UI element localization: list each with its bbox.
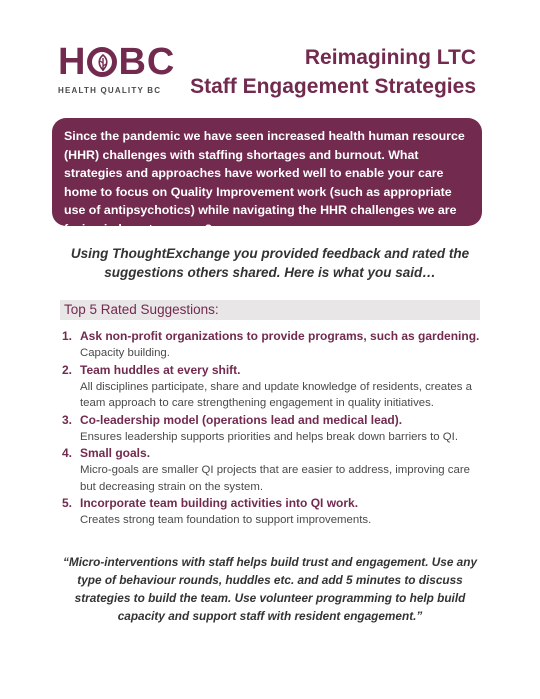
list-item bbox=[60, 328, 480, 362]
item-body bbox=[80, 445, 480, 495]
item-number: 4. bbox=[62, 446, 73, 460]
item-number: 5. bbox=[62, 496, 73, 510]
document-title bbox=[190, 44, 476, 102]
item-number: 1. bbox=[62, 329, 73, 343]
participant-quote: “Micro-interventions with staff helps build trust and engagement. Use any type of behaviour rounds, huddles etc. and add 5 minutes to discuss strategies to build the team. Use volunteer programming to help build capacity and support staff with resident engagement.” bbox=[62, 555, 478, 623]
intro-text: Using ThoughtExchange you provided feedback and rated the suggestions others shared. Here is what you said… bbox=[70, 246, 470, 280]
title-line-1: Reimagining LTC bbox=[304, 46, 476, 69]
item-body bbox=[80, 412, 480, 446]
title-line-2: Staff Engagement Strategies bbox=[190, 75, 476, 98]
item-body bbox=[80, 362, 480, 412]
logo-letters-right: BC bbox=[118, 41, 176, 83]
item-body bbox=[80, 328, 480, 362]
question-text: Since the pandemic we have seen increased health human resource (HHR) challenges with staffing shortages and burnout. What strategies and approaches have worked well to enable your care home to focus on Quality Improvement work (such as appropriate use of antipsychotics) while navigating the HHR challenges we are facing in long-term care? bbox=[64, 129, 465, 236]
item-body bbox=[80, 495, 480, 529]
item-detail: Ensures leadership supports priorities and helps break down barriers to QI. bbox=[80, 430, 458, 443]
item-detail: Micro-goals are smaller QI projects that are easier to address, improving care but decreasing strain on the system. bbox=[80, 464, 470, 493]
section-heading: Top 5 Rated Suggestions: bbox=[60, 300, 480, 320]
item-detail: Capacity building. bbox=[80, 347, 170, 359]
suggestions-list bbox=[60, 328, 480, 529]
leaf-icon bbox=[87, 47, 117, 77]
list-item bbox=[60, 362, 480, 412]
item-title: Ask non-profit organizations to provide programs, such as gardening. bbox=[80, 329, 480, 343]
item-detail: All disciplines participate, share and update knowledge of residents, creates a team approach to care strengthening engagement in quality initiatives. bbox=[80, 380, 472, 409]
logo-letters-left: H bbox=[58, 41, 87, 83]
item-title: Incorporate team building activities into QI work. bbox=[80, 496, 359, 510]
hqbc-logo bbox=[58, 42, 188, 95]
list-item bbox=[60, 412, 480, 446]
item-title: Co-leadership model (operations lead and medical lead). bbox=[80, 412, 403, 427]
list-item bbox=[60, 495, 480, 529]
question-banner bbox=[52, 118, 482, 236]
logo-mark bbox=[58, 42, 188, 82]
item-detail: Creates strong team foundation to support improvements. bbox=[80, 514, 372, 526]
logo-subtitle: HEALTH QUALITY BC bbox=[58, 86, 162, 95]
list-item bbox=[60, 445, 480, 495]
item-title: Team huddles at every shift. bbox=[80, 362, 241, 377]
item-number: 2. bbox=[62, 362, 73, 377]
item-title: Small goals. bbox=[80, 446, 151, 460]
item-number: 3. bbox=[62, 412, 73, 427]
